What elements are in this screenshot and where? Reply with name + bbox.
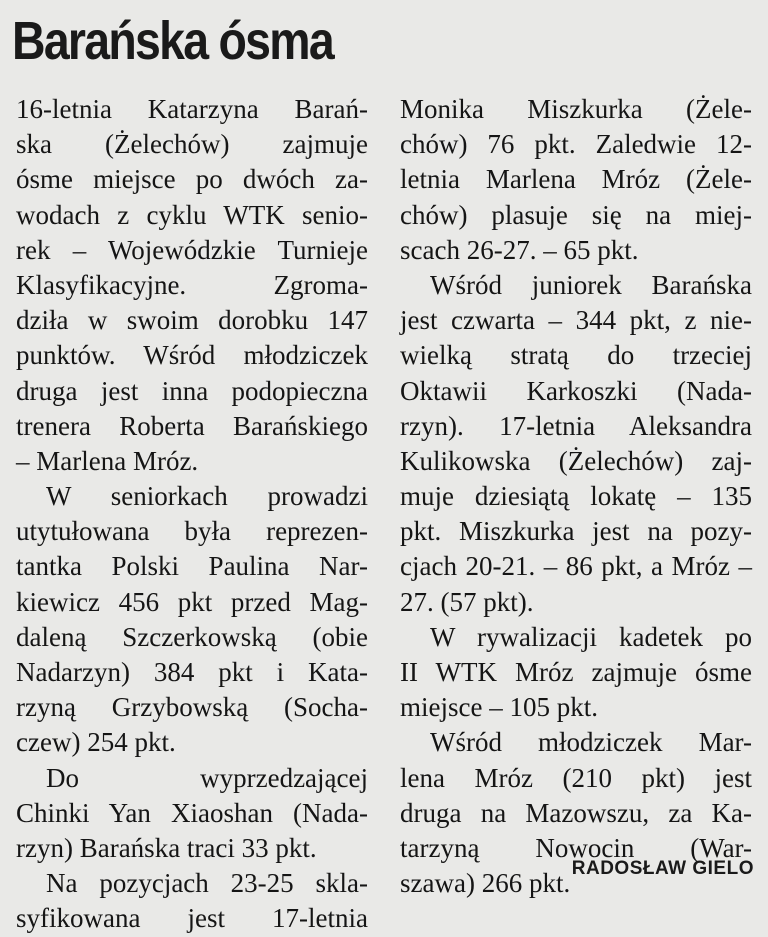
text-line: chów) plasuje się na miej-: [400, 199, 752, 230]
text-line: scach 26-27. – 65 pkt.: [400, 234, 639, 265]
text-line: jest czwarta – 344 pkt, z nie-: [400, 305, 752, 336]
text-line: rek – Wojewódzkie Turnieje: [16, 234, 368, 265]
text-line: tarzyną Nowocin (War-: [400, 832, 752, 863]
text-line: wielką stratą do trzeciej: [400, 340, 752, 371]
text-line: Klasyfikacyjne. Zgroma-: [16, 269, 368, 300]
text-line: chów) 76 pkt. Zaledwie 12-: [400, 129, 752, 160]
text-line: Kulikowska (Żelechów) zaj-: [400, 445, 752, 476]
text-line: trenera Roberta Barańskiego: [16, 410, 368, 441]
text-line: Wśród młodziczek Mar-: [430, 727, 752, 758]
text-line: – Marlena Mróz.: [16, 445, 199, 476]
text-line: druga na Mazowszu, za Ka-: [400, 797, 752, 828]
author-byline: RADOSŁAW GIELO: [571, 858, 754, 879]
text-line: wodach z cyklu WTK senio-: [16, 199, 368, 230]
text-line: ska (Żelechów) zajmuje: [16, 129, 368, 160]
text-line: miejsce – 105 pkt.: [400, 692, 598, 723]
text-line: dziła w swoim dorobku 147: [16, 305, 368, 336]
text-line: W seniorkach prowadzi: [46, 481, 368, 512]
text-line: Oktawii Karkoszki (Nada-: [400, 375, 752, 406]
text-line: utytułowana była reprezen-: [16, 516, 368, 547]
text-line: 27. (57 pkt).: [400, 586, 534, 617]
text-line: szawa) 266 pkt.: [400, 868, 571, 899]
text-line: Chinki Yan Xiaoshan (Nada-: [16, 797, 368, 828]
text-line: Wśród juniorek Barańska: [430, 269, 752, 300]
text-line: rzyną Grzybowską (Socha-: [16, 692, 368, 723]
text-line: 16-letnia Katarzyna Barań-: [16, 94, 368, 124]
text-line: daleną Szczerkowską (obie: [16, 621, 368, 652]
text-line: II WTK Mróz zajmuje ósme: [400, 657, 752, 687]
text-line: ósme miejsce po dwóch za-: [16, 164, 368, 195]
text-line: lena Mróz (210 pkt) jest: [400, 762, 752, 793]
text-line: Nadarzyn) 384 pkt i Kata-: [16, 657, 368, 687]
text-line: muje dziesiątą lokatę – 135: [400, 481, 752, 512]
article-column-left: [16, 92, 368, 937]
text-line: punktów. Wśród młodziczek: [16, 340, 368, 371]
text-line: syfikowana jest 17-letnia: [16, 903, 368, 934]
text-line: rzyn). 17-letnia Aleksandra: [400, 410, 752, 441]
text-line: rzyn) Barańska traci 33 pkt.: [16, 832, 317, 863]
headline: Barańska ósma: [12, 11, 333, 71]
text-line: W rywalizacji kadetek po: [430, 621, 752, 652]
text-line: tantka Polski Paulina Nar-: [16, 551, 368, 582]
text-line: letnia Marlena Mróz (Żele-: [400, 164, 752, 195]
text-line: pkt. Miszkurka jest na pozy-: [400, 516, 752, 547]
text-line: czew) 254 pkt.: [16, 727, 176, 758]
text-line: cjach 20-21. – 86 pkt, a Mróz –: [400, 551, 752, 582]
text-line: Na pozycjach 23-25 skla-: [46, 868, 368, 899]
text-line: Do wyprzedzającej: [46, 762, 368, 793]
text-line: kiewicz 456 pkt przed Mag-: [16, 586, 368, 617]
text-line: Monika Miszkurka (Żele-: [400, 94, 752, 124]
text-line: druga jest inna podopieczna: [16, 375, 368, 406]
article-column-right: [400, 92, 752, 901]
